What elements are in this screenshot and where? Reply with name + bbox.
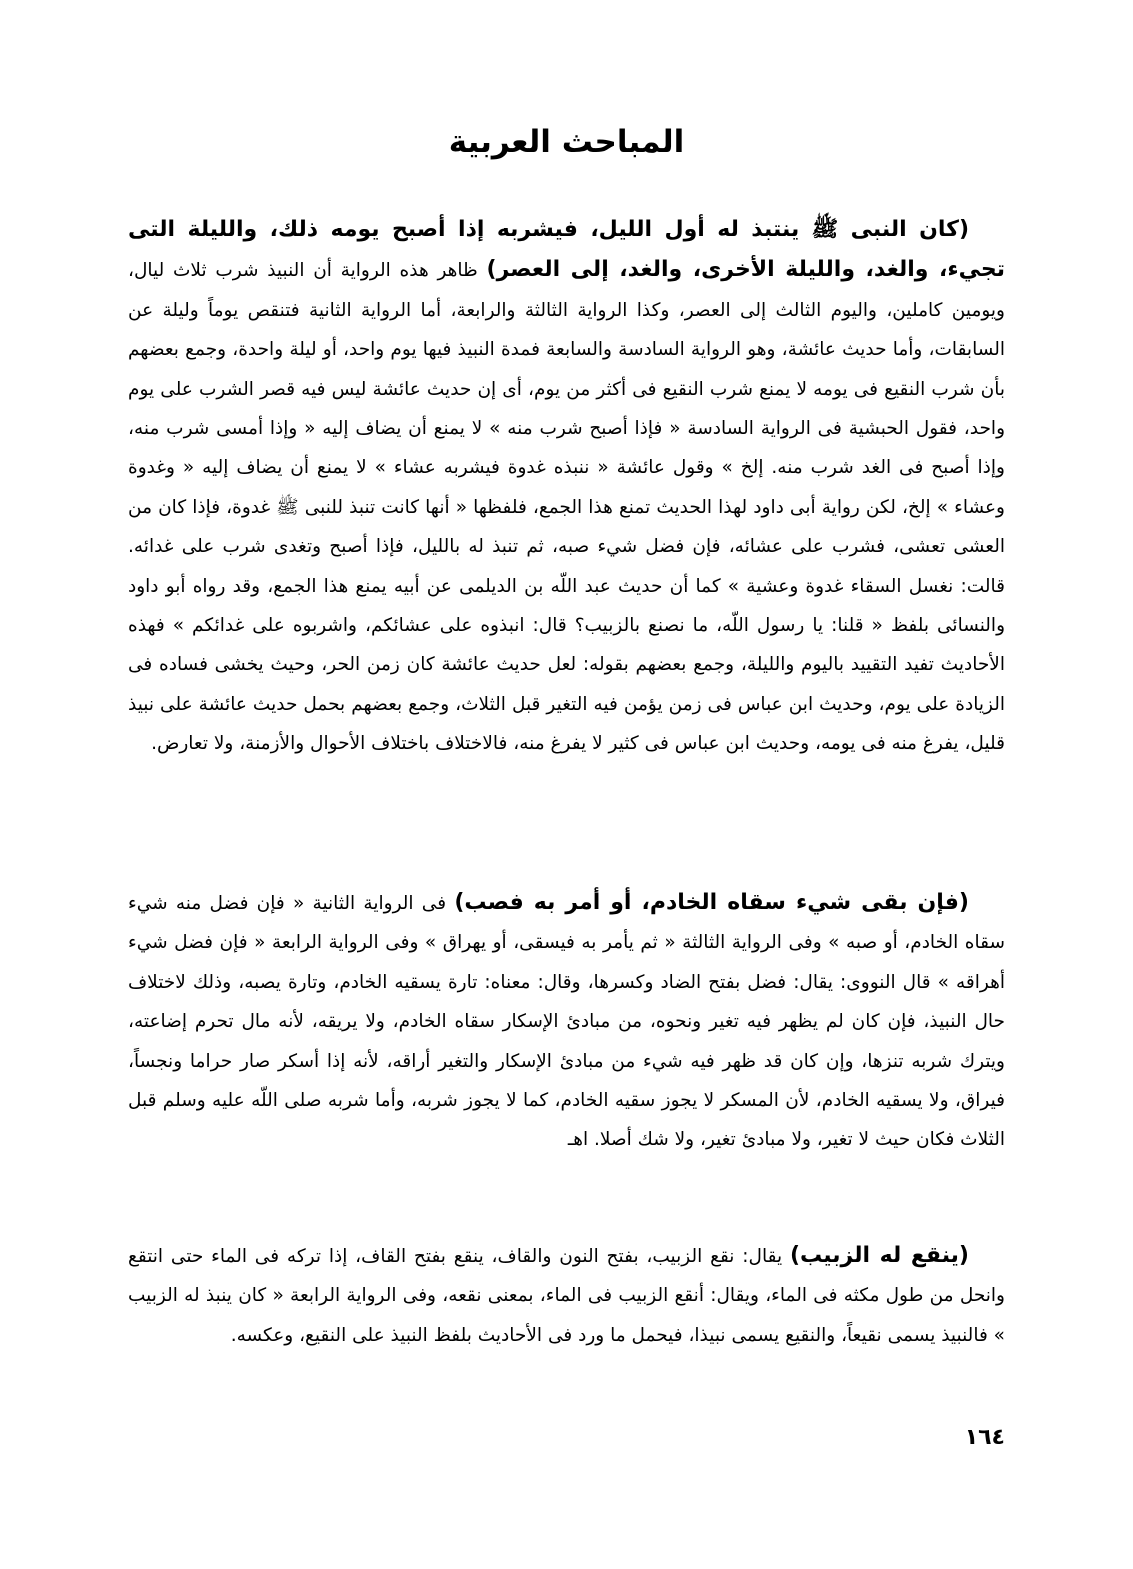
page-title: المباحث العربية: [448, 124, 685, 160]
paragraph-2: [128, 883, 1005, 1160]
paragraph-1-lead: (كان النبى ﷺ ينتبذ له أول الليل، فيشربه إذا أصبح يومه ذلك، والليلة التى تجيء، والغد، والليلة الأخرى، والغد، إلى العصر): [128, 217, 1005, 283]
paragraph-1: [128, 210, 1005, 764]
paragraph-3-body: يقال: نقع الزبيب، بفتح النون والقاف، ينقع بفتح القاف، إذا تركه فى الماء حتى انتقع وانحل من طول مكثه فى الماء، ويقال: أنقع الزبيب فى الماء، بمعنى نقعه، وفى الرواية الرابعة « كان ينبذ له الزبيب » فالنبيذ يسمى نقيعاً، والنقيع يسمى نبيذا، فيحمل ما ورد فى الأحاديث بلفظ النبيذ على النقيع، وعكسه.: [128, 1246, 1005, 1346]
paragraph-1-body: ظاهر هذه الرواية أن النبيذ شرب ثلاث ليال، ويومين كاملين، واليوم الثالث إلى العصر، وكذا الرواية الثالثة والرابعة، أما الرواية الثانية فتنقص يوماً وليلة عن السابقات، وأما حديث عائشة، وهو الرواية السادسة والسابعة فمدة النبيذ فيها يوم واحد، أو ليلة واحدة، وجمع بعضهم بأن شرب النقيع فى يومه لا يمنع شرب النقيع فى أكثر من يوم، أى إن حديث عائشة ليس فيه قصر الشرب على يوم واحد، فقول الحبشية فى الرواية السادسة « فإذا أصبح شرب منه » لا يمنع أن يضاف إليه « وإذا أمسى شرب منه، وإذا أصبح فى الغد شرب منه. إلخ » وقول عائشة « ننبذه غدوة فيشربه عشاء » لا يمنع أن يضاف إليه « وغدوة وعشاء » إلخ، لكن رواية أبى داود لهذا الحديث تمنع هذا الجمع، فلفظها « أنها كانت تنبذ للنبى ﷺ غدوة، فإذا كان من العشى تعشى، فشرب على عشائه، فإن فضل شيء صبه، ثم تنبذ له بالليل، فإذا أصبح وتغدى شرب على غدائه. قالت: نغسل السقاء غدوة وعشية » كما أن حديث عبد اللّه بن الديلمى عن أبيه يمنع هذا الجمع، وقد رواه أبو داود والنسائى بلفظ « قلنا: يا رسول اللّه، ما نصنع بالزبيب؟ قال: انبذوه على عشائكم، واشربوه على غدائكم » فهذه الأحاديث تفيد التقييد باليوم والليلة، وجمع بعضهم بقوله: لعل حديث عائشة كان زمن الحر، وحيث يخشى فساده فى الزيادة على يوم، وحديث ابن عباس فى زمن يؤمن فيه التغير قبل الثلاث، وجمع بعضهم بحمل حديث عائشة على نبيذ قليل، يفرغ منه فى يومه، وحديث ابن عباس فى كثير لا يفرغ منه، فالاختلاف باختلاف الأحوال والأزمنة، ولا تعارض.: [128, 260, 1005, 755]
paragraph-2-body: فى الرواية الثانية « فإن فضل منه شيء سقاه الخادم، أو صبه » وفى الرواية الثالثة « ثم يأمر به فيسقى، أو يهراق » وفى الرواية الرابعة « فإن فضل شيء أهراقه » قال النووى: يقال: فضل بفتح الضاد وكسرها، وقال: معناه: تارة يسقيه الخادم، وتارة يصبه، وذلك لاختلاف حال النبيذ، فإن كان لم يظهر فيه تغير ونحوه، من مبادئ الإسكار سقاه الخادم، ولا يريقه، لأنه مال تحرم إضاعته، ويترك شربه تنزها، وإن كان قد ظهر فيه شيء من مبادئ الإسكار والتغير أراقه، لأنه إذا أسكر صار حراما ونجساً، فيراق، ولا يسقيه الخادم، لأن المسكر لا يجوز سقيه الخادم، كما لا يجوز شربه، وأما شربه صلى اللّه عليه وسلم قبل الثلاث فكان حيث لا تغير، ولا مبادئ تغير، ولا شك أصلا. اهـ: [128, 893, 1005, 1151]
paragraph-2-lead: (فإن بقى شيء سقاه الخادم، أو أمر به فصب): [454, 890, 969, 915]
paragraph-3: [128, 1236, 1005, 1355]
paragraph-3-lead: (ينقع له الزبيب): [789, 1243, 969, 1268]
page-number: ١٦٤: [964, 1425, 1005, 1450]
